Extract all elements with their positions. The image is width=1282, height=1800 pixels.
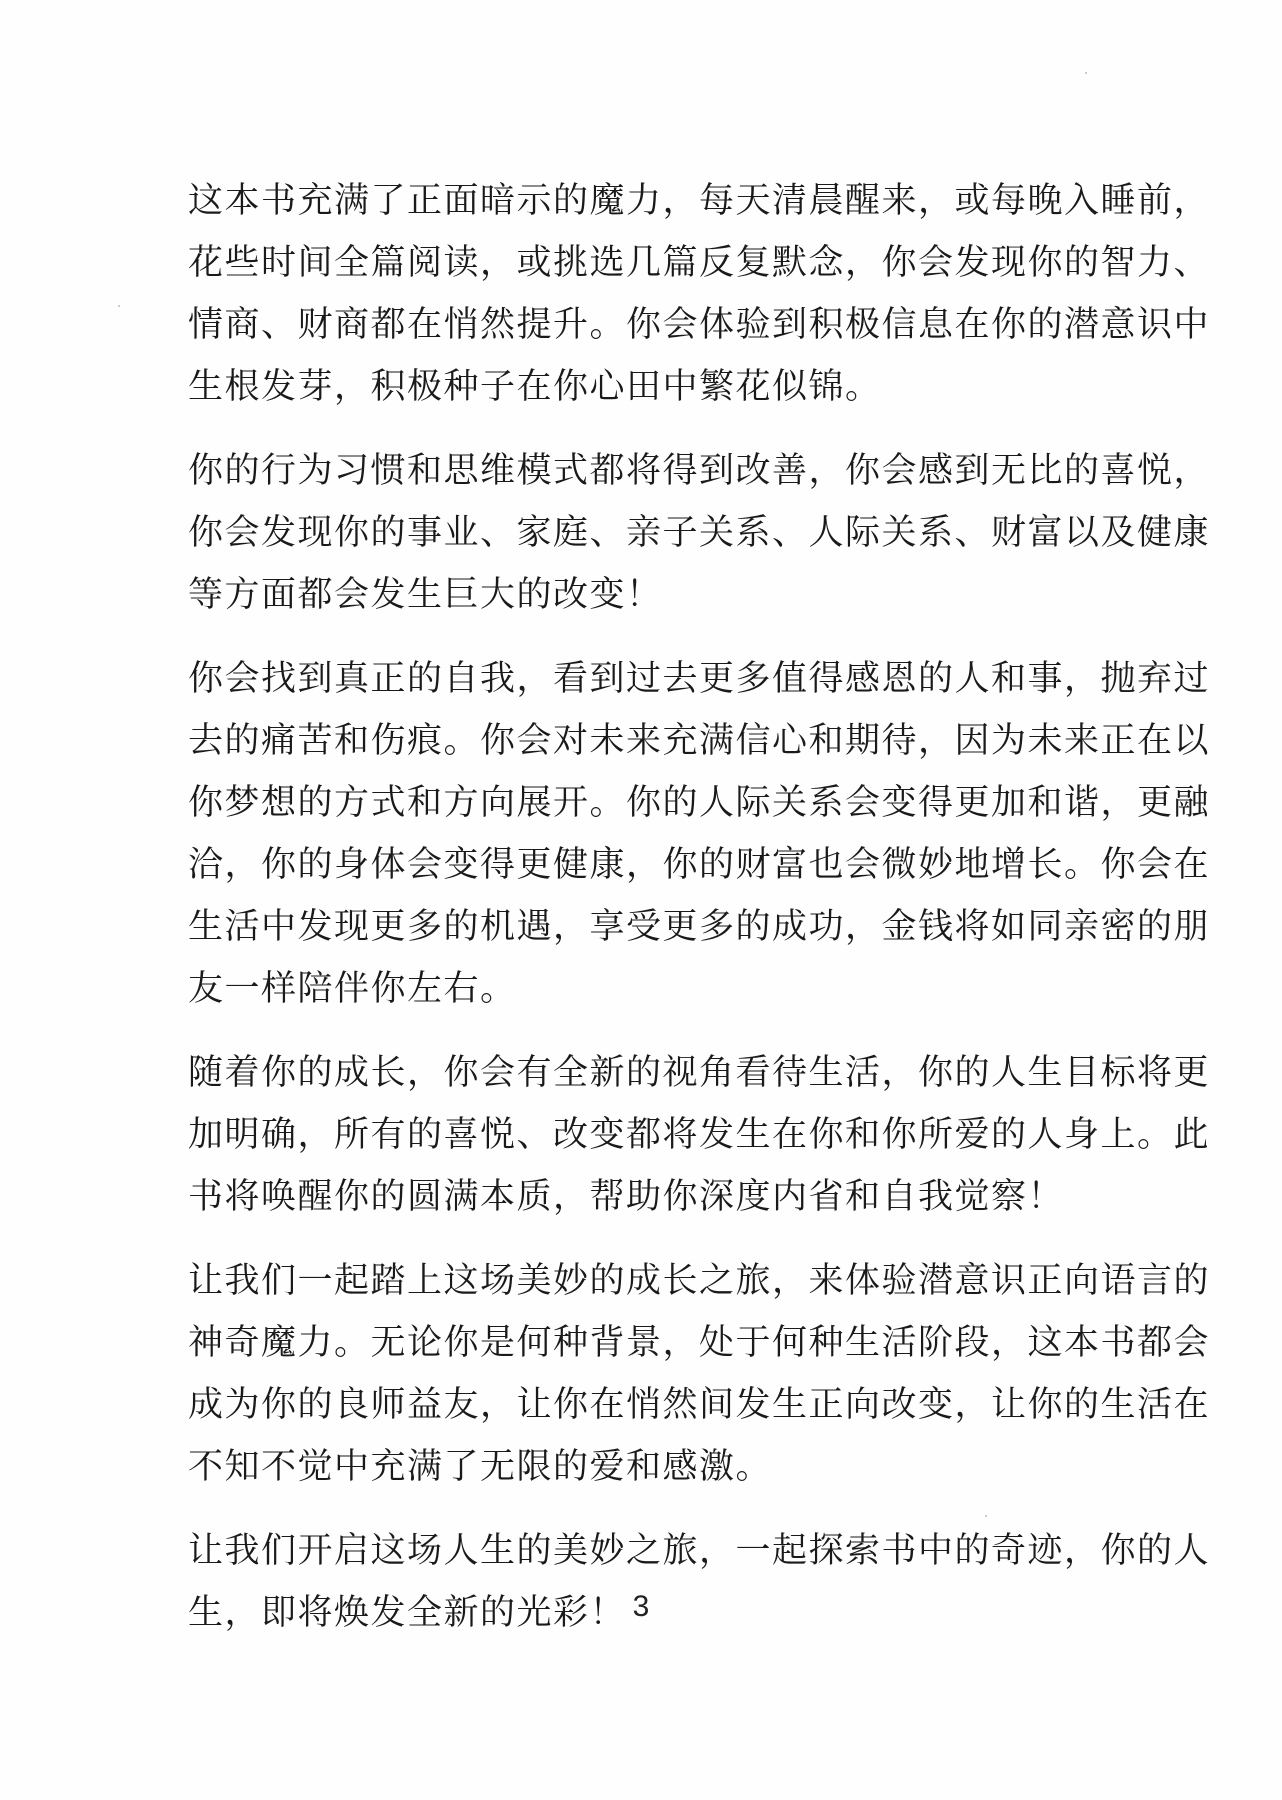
text-line: 你会发现你的事业、家庭、亲子关系、人际关系、财富以及健康 [188,513,1211,553]
text-line: 你梦想的方式和方向展开。你的人际关系会变得更加和谐，更融 [188,783,1211,823]
text-line: 书将唤醒你的圆满本质，帮助你深度内省和自我觉察！ [188,1177,1065,1217]
paragraph-4 [188,1042,1211,1228]
paragraph-6 [188,1520,1211,1644]
text-line: 去的痛苦和伤痕。你会对未来充满信心和期待，因为未来正在以 [188,721,1211,761]
text-line: 你会找到真正的自我，看到过去更多值得感恩的人和事，抛弃过 [188,659,1211,699]
text-line: 等方面都会发生巨大的改变！ [188,575,663,615]
text-line: 神奇魔力。无论你是何种背景，处于何种生活阶段，这本书都会 [188,1323,1211,1363]
text-line: 洽，你的身体会变得更健康，你的财富也会微妙地增长。你会在 [188,845,1211,885]
text-line: 这本书充满了正面暗示的魔力，每天清晨醒来，或每晚入睡前， [188,181,1211,221]
paragraph-2 [188,440,1211,626]
text-line: 情商、财商都在悄然提升。你会体验到积极信息在你的潜意识中 [188,305,1211,345]
scan-speck [1085,72,1087,74]
text-line: 生，即将焕发全新的光彩！ [188,1593,627,1633]
paragraph-5 [188,1250,1211,1498]
text-line: 不知不觉中充满了无限的爱和感激。 [188,1447,773,1487]
page-number: 3 [632,1590,650,1623]
paragraph-1 [188,170,1211,418]
text-line: 生活中发现更多的机遇，享受更多的成功，金钱将如同亲密的朋 [188,907,1211,947]
text-line: 你的行为习惯和思维模式都将得到改善，你会感到无比的喜悦， [188,451,1211,491]
body-text [188,170,1211,1666]
text-line: 加明确，所有的喜悦、改变都将发生在你和你所爱的人身上。此 [188,1115,1211,1155]
text-line: 友一样陪伴你左右。 [188,969,517,1009]
text-line: 生根发芽，积极种子在你心田中繁花似锦。 [188,367,882,407]
paragraph-3 [188,648,1211,1020]
scan-speck [118,305,120,307]
text-line: 成为你的良师益友，让你在悄然间发生正向改变，让你的生活在 [188,1385,1211,1425]
text-line: 随着你的成长，你会有全新的视角看待生活，你的人生目标将更 [188,1053,1211,1093]
text-line: 让我们一起踏上这场美妙的成长之旅，来体验潜意识正向语言的 [188,1261,1211,1301]
text-line: 让我们开启这场人生的美妙之旅，一起探索书中的奇迹，你的人 [188,1531,1211,1571]
text-line: 花些时间全篇阅读，或挑选几篇反复默念，你会发现你的智力、 [188,243,1211,283]
